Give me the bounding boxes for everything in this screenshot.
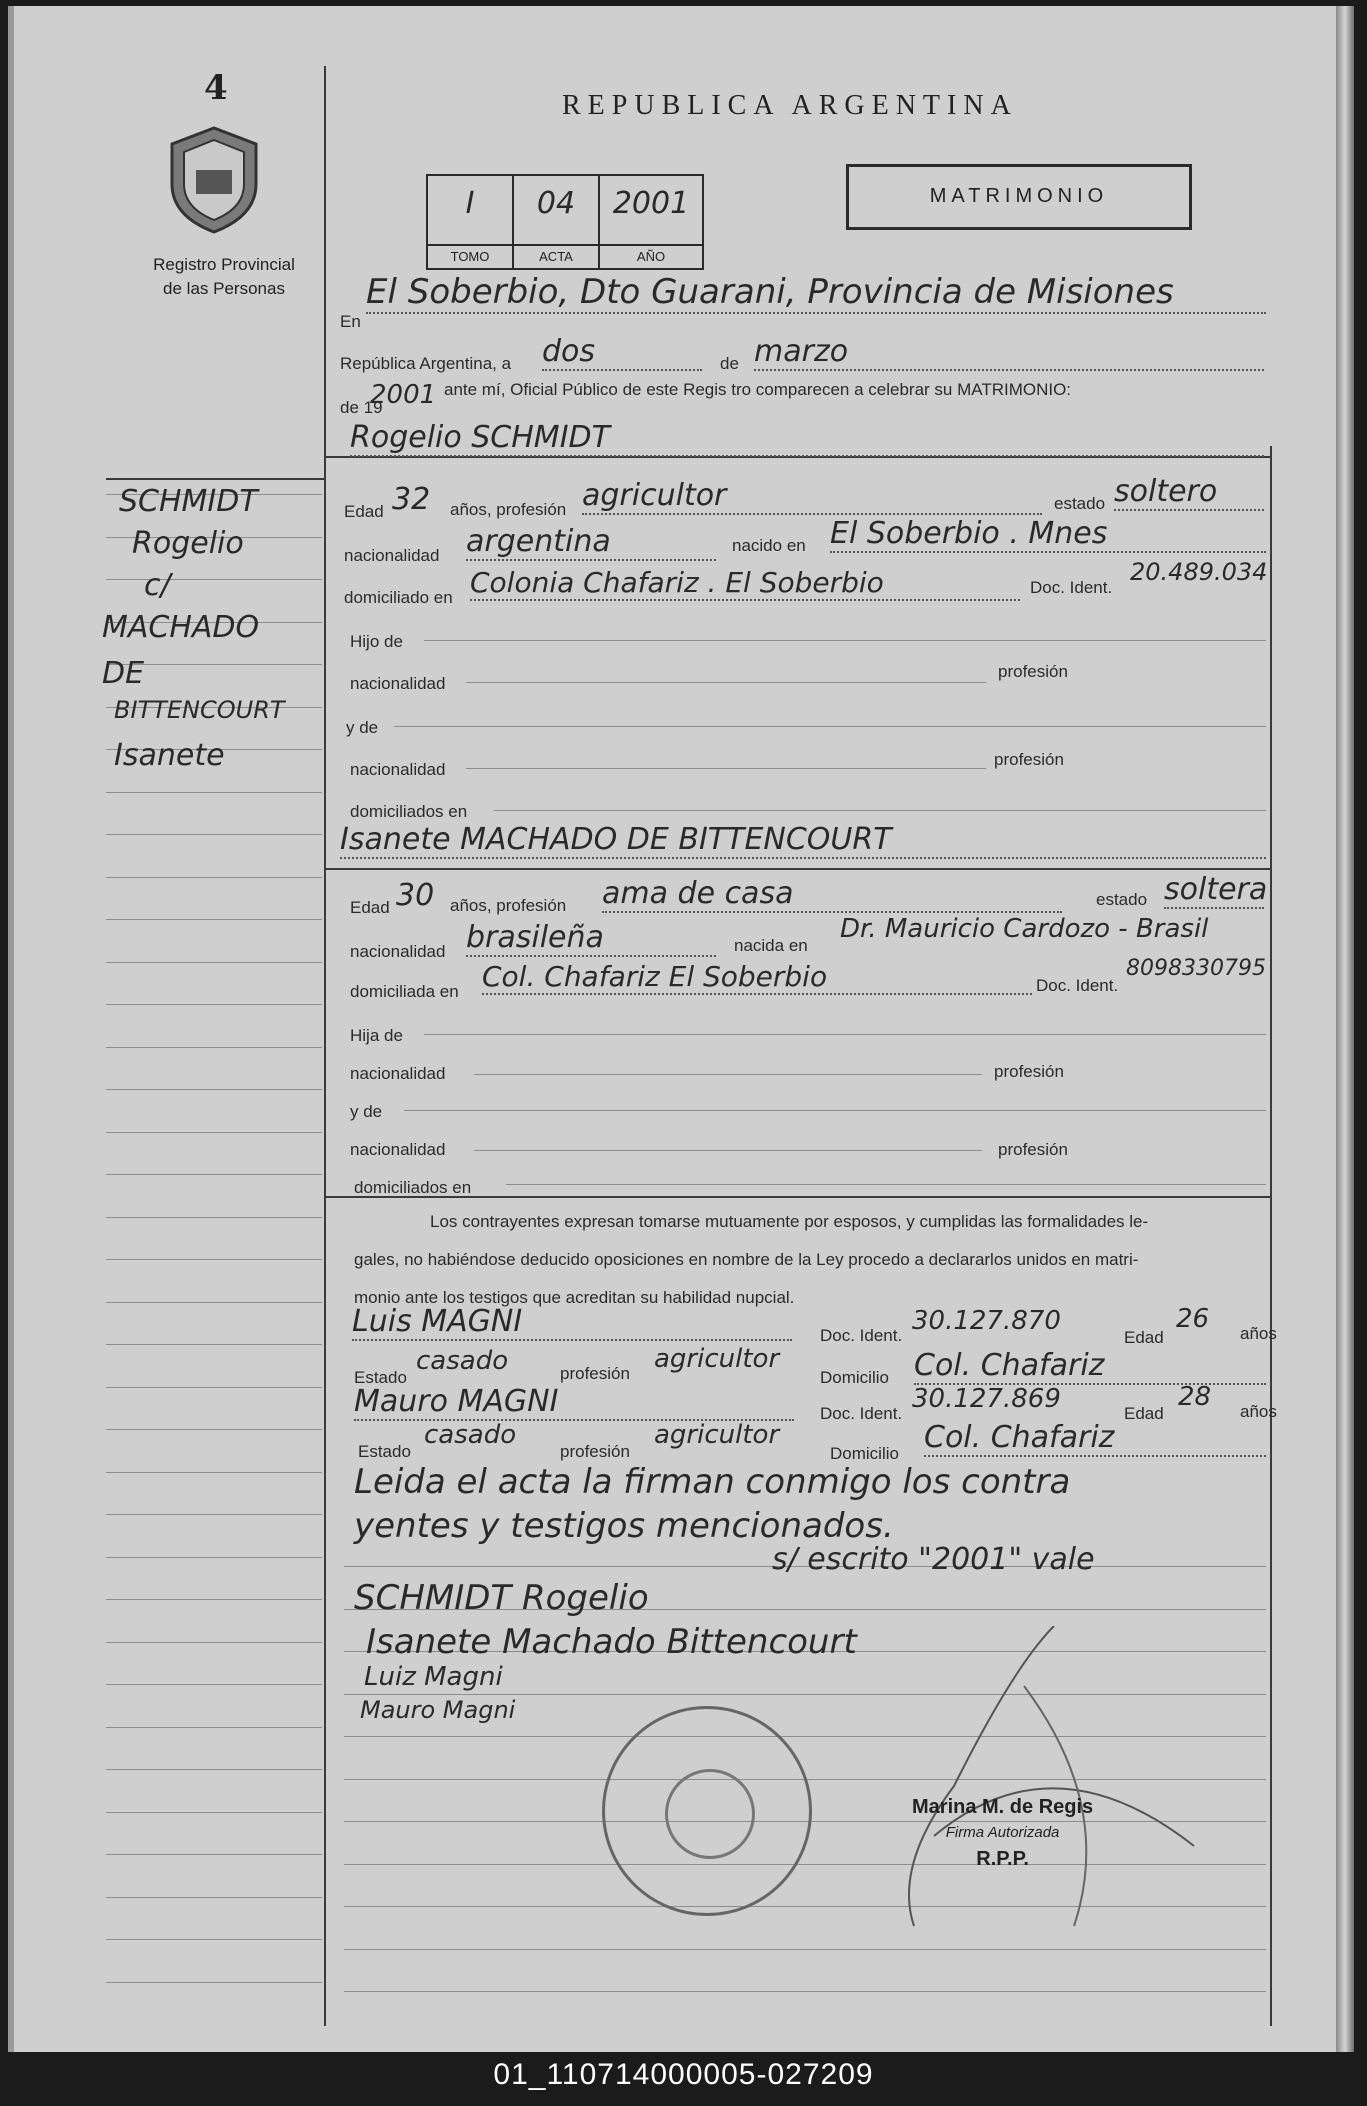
margin-rule <box>106 834 322 835</box>
bride-nac-label: nacionalidad <box>350 942 446 961</box>
bride-nac2-label: nacionalidad <box>350 1064 446 1083</box>
bride-prof-label: años, profesión <box>450 896 567 915</box>
groom-prof3-label: profesión <box>994 750 1064 769</box>
scan-footer-id: 01_110714000005-027209 <box>493 2058 874 2091</box>
witness2-doc: 30.127.869 <box>912 1384 1061 1414</box>
margin-rule <box>106 1854 322 1855</box>
groom-edad-label: Edad <box>344 502 384 521</box>
de-label: de <box>720 354 739 373</box>
margin-rule <box>106 1344 322 1345</box>
margin-rule <box>106 1429 322 1430</box>
bride-nac3-label: nacionalidad <box>350 1140 446 1159</box>
groom-nacido: El Soberbio . Mnes <box>830 516 1266 553</box>
witness2-edad-label: Edad <box>1124 1404 1164 1423</box>
margin-rule <box>106 919 322 920</box>
witness1-edad: 26 <box>1176 1304 1210 1334</box>
margin-rule <box>106 1387 322 1388</box>
margin-rule <box>106 1897 322 1898</box>
margin-rule <box>106 1514 322 1515</box>
bride-name: Isanete MACHADO DE BITTENCOURT <box>340 822 1266 859</box>
bride-yde-label: y de <box>350 1102 383 1121</box>
bride-profesion: ama de casa <box>602 876 1062 913</box>
declaration-line-2: gales, no habiéndose deducido oposiciones en nombre de la Ley procedo a declararlos unidos en matri- <box>354 1250 1139 1269</box>
margin-rule <box>106 962 322 963</box>
witness2-estado-label: Estado <box>358 1442 411 1461</box>
margin-rule <box>106 1047 322 1048</box>
provincial-seal-icon <box>164 124 264 241</box>
intro-day: dos <box>542 334 702 371</box>
bride-doms-label: domiciliados en <box>354 1178 472 1197</box>
witness1-doc: 30.127.870 <box>912 1306 1061 1336</box>
bride-edad: 30 <box>396 878 435 913</box>
groom-prof2-label: profesión <box>998 662 1068 681</box>
margin-rule <box>106 1982 322 1983</box>
bride-nacionalidad: brasileña <box>466 920 716 957</box>
registry-stamp-icon <box>602 1706 812 1916</box>
witness1-estado: casado <box>416 1346 509 1376</box>
bride-section-top <box>324 868 1272 870</box>
margin-rule <box>106 1217 322 1218</box>
margin-rule <box>106 1557 322 1558</box>
witness2-estado: casado <box>424 1420 517 1450</box>
bride-dom-label: domiciliada en <box>350 982 459 1001</box>
margin-divider <box>324 66 326 2026</box>
intro-year: 2001 <box>370 380 437 410</box>
groom-doc: 20.489.034 <box>1130 558 1268 586</box>
en-label: En <box>340 312 361 331</box>
official-signature-block: Marina M. de Regis Firma Autorizada R.P.P. <box>912 1796 1094 1870</box>
closing-line-1: Leida el acta la firman conmigo los contra <box>354 1462 1071 1502</box>
margin-rule <box>106 792 322 793</box>
declaration-line-1: Los contrayentes expresan tomarse mutuamente por esposos, y cumplidas las formalidades le- <box>430 1212 1149 1231</box>
witness2-anios: años <box>1240 1402 1277 1421</box>
witness1-estado-label: Estado <box>354 1368 407 1387</box>
witness1-domicilio: Col. Chafariz <box>914 1348 1266 1385</box>
groom-nacionalidad: argentina <box>466 524 716 561</box>
margin-rule <box>106 1727 322 1728</box>
page-number: 4 <box>204 68 228 108</box>
intro-place: El Soberbio, Dto Guarani, Provincia de Misiones <box>366 272 1266 314</box>
margin-name-3: c/ <box>144 568 171 603</box>
witness2-edad: 28 <box>1178 1382 1212 1412</box>
margin-box-top <box>106 478 324 480</box>
margin-rule <box>106 579 322 580</box>
groom-nacido-label: nacido en <box>732 536 806 555</box>
register-page <box>8 6 1346 2052</box>
witness2-doc-label: Doc. Ident. <box>820 1404 903 1423</box>
bride-estado-label: estado <box>1096 890 1148 909</box>
bride-hija-label: Hija de <box>350 1026 403 1045</box>
bride-prof2-label: profesión <box>994 1062 1064 1081</box>
margin-name-7: Isanete <box>114 738 225 773</box>
doc-type-box: MATRIMONIO <box>846 164 1192 230</box>
margin-name-4: MACHADO <box>102 610 260 645</box>
closing-line-3: s/ escrito "2001" vale <box>772 1542 1095 1577</box>
groom-doc-label: Doc. Ident. <box>1030 578 1113 597</box>
margin-rule <box>106 1259 322 1260</box>
margin-rule <box>106 1132 322 1133</box>
witness1-doc-label: Doc. Ident. <box>820 1326 903 1345</box>
bride-doc-label: Doc. Ident. <box>1036 976 1119 995</box>
official-signature-icon <box>874 1626 1214 1951</box>
de19-label: de 19 <box>340 398 383 417</box>
margin-name-6: BITTENCOURT <box>114 696 285 724</box>
anio-cell: 2001 AÑO <box>600 176 702 268</box>
witness1-profesion: agricultor <box>654 1344 780 1374</box>
margin-rule <box>106 1812 322 1813</box>
margin-rule <box>106 1642 322 1643</box>
witness2-domicilio: Col. Chafariz <box>924 1420 1266 1457</box>
witness1-name: Luis MAGNI <box>352 1304 792 1341</box>
bride-edad-label: Edad <box>350 898 390 917</box>
right-border <box>1270 446 1272 2026</box>
groom-dom-label: domiciliado en <box>344 588 453 607</box>
bride-doc: 8098330795 <box>1126 956 1266 981</box>
groom-profesion: agricultor <box>582 478 1042 515</box>
margin-rule <box>106 1472 322 1473</box>
bride-domicilio: Col. Chafariz El Soberbio <box>482 960 1032 995</box>
groom-domicilio: Colonia Chafariz . El Soberbio <box>470 566 1020 601</box>
signature-witness1: Luiz Magni <box>364 1662 503 1692</box>
margin-name-5: DE <box>102 656 145 691</box>
witness1-anios: años <box>1240 1324 1277 1343</box>
margin-rule <box>106 1089 322 1090</box>
witness1-dom-label: Domicilio <box>820 1368 889 1387</box>
groom-yde-label: y de <box>346 718 379 737</box>
groom-nac3-label: nacionalidad <box>350 760 446 779</box>
groom-estado-label: estado <box>1054 494 1106 513</box>
witness2-profesion: agricultor <box>654 1420 780 1450</box>
tomo-acta-anio-box <box>426 174 704 270</box>
tomo-cell: I TOMO <box>428 176 514 268</box>
margin-rule <box>106 1004 322 1005</box>
margin-rule <box>106 877 322 878</box>
signature-witness2: Mauro Magni <box>360 1696 516 1724</box>
margin-rule <box>106 1302 322 1303</box>
signature-groom: SCHMIDT Rogelio <box>354 1578 649 1618</box>
groom-prof-label: años, profesión <box>450 500 567 519</box>
acta-cell: 04 ACTA <box>514 176 600 268</box>
margin-rule <box>106 1939 322 1940</box>
groom-estado: soltero <box>1114 474 1264 511</box>
margin-rule <box>106 1599 322 1600</box>
margin-rule <box>106 1769 322 1770</box>
witness2-prof-label: profesión <box>560 1442 630 1461</box>
witness1-edad-label: Edad <box>1124 1328 1164 1347</box>
country-title: REPUBLICA ARGENTINA <box>562 90 1018 121</box>
groom-doms-label: domiciliados en <box>350 802 468 821</box>
intro-ante: ante mí, Oficial Público de este Regis tro comparecen a celebrar su MATRIMONIO: <box>444 380 1072 399</box>
rep-label: República Argentina, a <box>340 354 512 373</box>
witness2-dom-label: Domicilio <box>830 1444 899 1463</box>
closing-line-2: yentes y testigos mencionados. <box>354 1506 894 1546</box>
signature-rule <box>344 1991 1266 1992</box>
groom-nac2-label: nacionalidad <box>350 674 446 693</box>
margin-rule <box>106 1684 322 1685</box>
intro-month: marzo <box>754 334 1264 371</box>
margin-name-2: Rogelio <box>132 526 244 561</box>
bride-nacida-label: nacida en <box>734 936 808 955</box>
groom-edad: 32 <box>392 482 431 517</box>
signature-bride: Isanete Machado Bittencourt <box>366 1622 857 1662</box>
margin-name-1: SCHMIDT <box>119 484 258 519</box>
bride-prof3-label: profesión <box>998 1140 1068 1159</box>
witness2-name: Mauro MAGNI <box>354 1384 794 1421</box>
groom-nac-label: nacionalidad <box>344 546 440 565</box>
registry-name: Registro Provincial de las Personas <box>153 255 295 298</box>
witness1-prof-label: profesión <box>560 1364 630 1383</box>
groom-hijo-label: Hijo de <box>350 632 403 651</box>
bride-nacida: Dr. Mauricio Cardozo - Brasil <box>840 914 1209 944</box>
groom-name: Rogelio SCHMIDT <box>350 420 1264 457</box>
margin-rule <box>106 1174 322 1175</box>
bride-estado: soltera <box>1164 872 1268 907</box>
declaration-line-3: monio ante los testigos que acreditan su habilidad nupcial. <box>354 1288 795 1307</box>
